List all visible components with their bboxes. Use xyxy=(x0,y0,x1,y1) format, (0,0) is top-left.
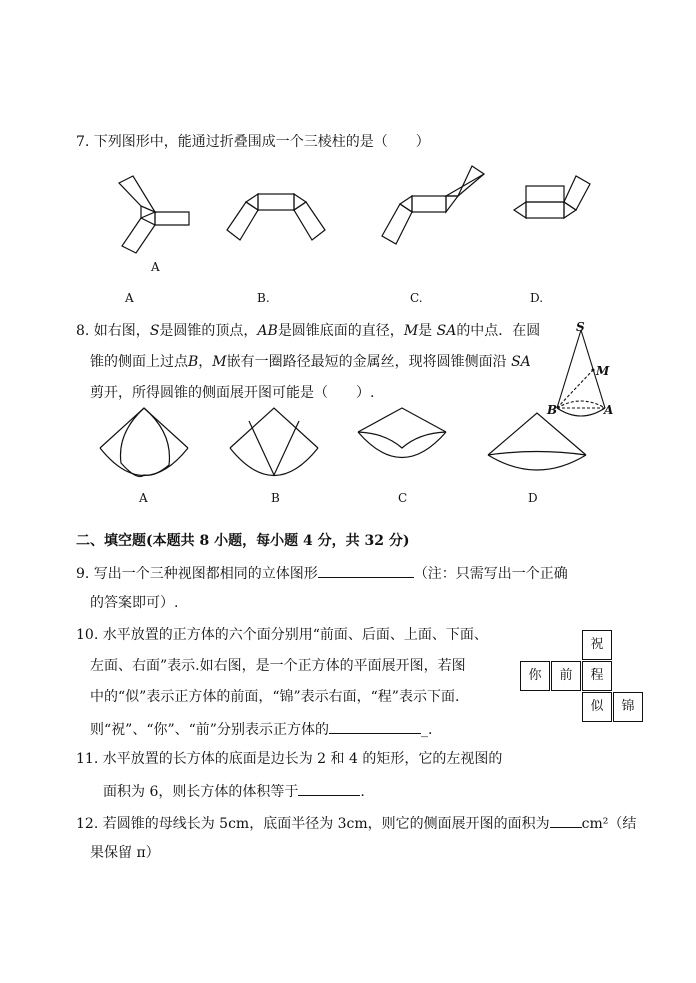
q12-line1: 12. 若圆锥的母线长为 5cm，底面半径为 3cm，则它的侧面展开图的面积为 cm²（结 xyxy=(76,813,636,833)
q8-sector-c xyxy=(355,403,455,483)
q7-figure-c xyxy=(372,162,492,262)
q8-sector-b xyxy=(227,403,327,483)
q8-option-c[interactable]: C xyxy=(398,491,408,505)
net-cell-qian: 前 xyxy=(551,661,581,691)
q10-line1: 10. 水平放置的正方体的六个面分别用“前面、后面、上面、下面、 xyxy=(76,627,488,643)
q9-line1: 9. 写出一个三种视图都相同的立体图形 （注：只需写出一个正确 xyxy=(76,563,568,583)
q9-answer-blank[interactable] xyxy=(318,563,414,578)
cone-label-s: S xyxy=(576,320,585,334)
net-cell-cheng: 程 xyxy=(582,661,612,691)
q8-option-b[interactable]: B xyxy=(271,491,280,505)
cone-label-m: M xyxy=(596,364,610,378)
q8-line3: 剪开，所得圆锥的侧面展开图可能是（ ）. xyxy=(90,385,375,401)
q7-option-c[interactable]: C. xyxy=(410,291,423,305)
q8-option-a[interactable]: A xyxy=(139,491,148,505)
q11-answer-blank[interactable] xyxy=(298,781,360,796)
q9-line2: 的答案即可）. xyxy=(90,595,179,611)
q7-figure-d xyxy=(512,172,612,232)
q7-figure-a-label: A xyxy=(151,260,160,274)
q8-sector-d xyxy=(485,403,595,483)
q7-option-b[interactable]: B. xyxy=(257,291,270,305)
net-cell-si: 似 xyxy=(582,692,612,722)
q7-text: 7. 下列图形中，能通过折叠围成一个三棱柱的是（ ） xyxy=(76,134,430,150)
q10-line3: 中的“似”表示正方体的前面，“锦”表示右面，“程”表示下面. xyxy=(90,689,460,705)
net-cell-zhu: 祝 xyxy=(582,630,612,660)
q11-line1: 11. 水平放置的长方体的底面是边长为 2 和 4 的矩形，它的左视图的 xyxy=(76,751,503,767)
cone-label-a: A xyxy=(604,403,614,417)
q11-line2: 面积为 6，则长方体的体积等于 . xyxy=(103,781,365,801)
q10-answer-blank[interactable] xyxy=(329,719,421,734)
q10-line2: 左面、右面”表示.如右图，是一个正方体的平面展开图，若图 xyxy=(90,658,466,674)
q10-line4: 则“祝”、“你”、“前”分别表示正方体的 _. xyxy=(90,719,432,739)
q8-option-d[interactable]: D xyxy=(528,491,538,505)
q8-line2: 锥的侧面上过点B，M嵌有一圈路径最短的金属丝，现将圆锥侧面沿 SA xyxy=(90,354,531,370)
net-cell-ni: 你 xyxy=(520,661,550,691)
q7-option-d[interactable]: D. xyxy=(530,291,544,305)
section2-heading: 二、填空题(本题共 8 小题，每小题 4 分，共 32 分) xyxy=(76,533,410,549)
q12-answer-blank[interactable] xyxy=(550,813,582,828)
q12-line2: 果保留 π） xyxy=(90,845,160,861)
net-cell-jin: 锦 xyxy=(613,692,643,722)
q7-figure-b xyxy=(222,182,332,252)
q7-option-a[interactable]: A xyxy=(125,291,134,305)
q8-sector-a xyxy=(97,403,197,483)
q8-line1: 8. 如右图，S是圆锥的顶点，AB是圆锥底面的直径，M是 SA的中点．在圆 xyxy=(76,323,541,339)
cone-label-b: B xyxy=(547,403,558,417)
q7-figure-a xyxy=(110,170,200,270)
cube-net xyxy=(520,630,643,723)
